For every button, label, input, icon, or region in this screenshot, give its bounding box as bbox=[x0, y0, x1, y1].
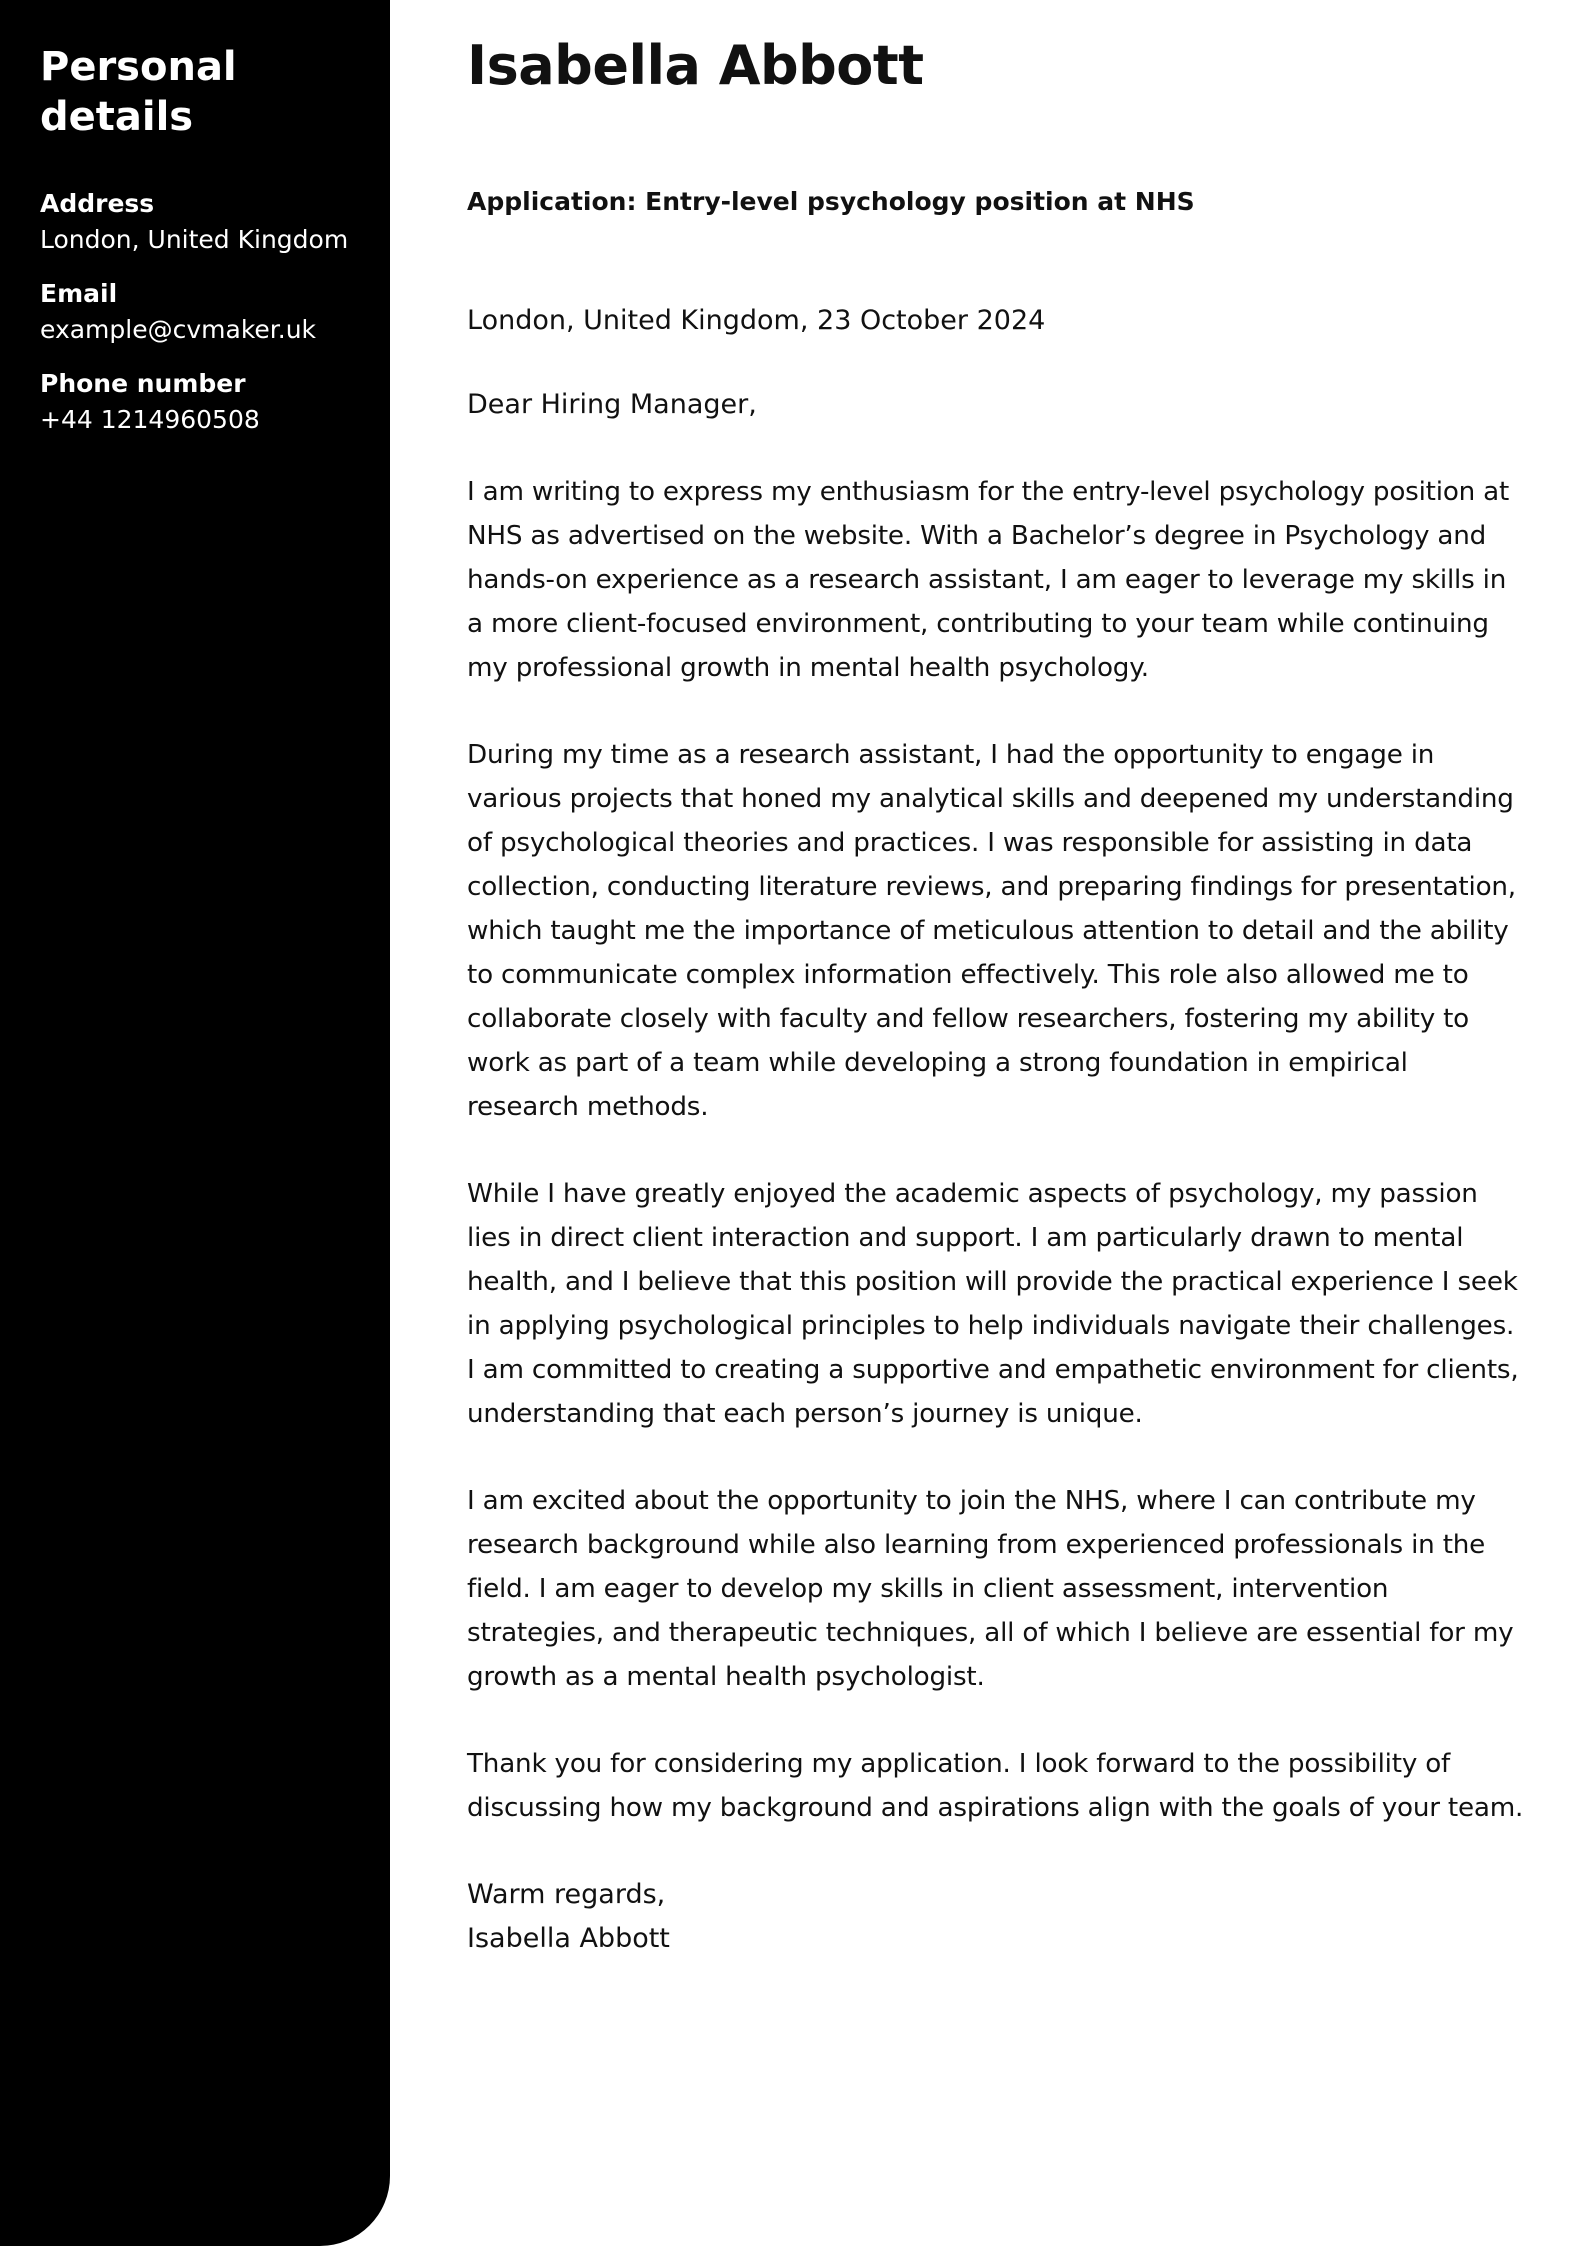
closing: Warm regards, bbox=[467, 1879, 666, 1910]
date-line: London, United Kingdom, 23 October 2024 bbox=[467, 305, 1046, 336]
address-label: Address bbox=[40, 189, 155, 218]
letter-paragraph: I am writing to express my enthusiasm for the entry-level psychology position at NHS as advertised on the website. With a Bachelor’s degree in Psychology and hands-on experience as a research assistant, I am eager to leverage my skills in a more client-focused environment, contributing to your team while continuing my professional growth in mental health psychology. bbox=[467, 477, 1510, 683]
letter-paragraph: I am excited about the opportunity to join the NHS, where I can contribute my research background while also learning from experienced professionals in the field. I am eager to develop my skills in client assessment, intervention strategies, and therapeutic techniques, all of which I believe are essential for my growth as a mental health psychologist. bbox=[467, 1486, 1514, 1692]
letter-paragraph: During my time as a research assistant, I had the opportunity to engage in various projects that honed my analytical skills and deepened my understanding of psychological theories and practices. I was responsible for assisting in data collection, conducting literature reviews, and preparing findings for presentation, which taught me the importance of meticulous attention to detail and the ability to communicate complex information effectively. This role also allowed me to collaborate closely with faculty and fellow researchers, fostering my ability to work as part of a team while developing a strong foundation in empirical research methods. bbox=[467, 740, 1516, 1122]
cover-letter bbox=[467, 0, 1527, 1961]
email-detail bbox=[40, 276, 360, 348]
address-value: London, United Kingdom bbox=[40, 225, 349, 254]
phone-label: Phone number bbox=[40, 369, 246, 398]
email-value: example@cvmaker.uk bbox=[40, 315, 317, 344]
sidebar-title: Personal details bbox=[40, 44, 237, 140]
address-detail bbox=[40, 186, 360, 258]
salutation: Dear Hiring Manager, bbox=[467, 389, 757, 420]
personal-details-sidebar bbox=[0, 0, 390, 2246]
phone-detail bbox=[40, 366, 360, 438]
phone-value: +44 1214960508 bbox=[40, 405, 260, 434]
signature: Isabella Abbott bbox=[467, 1923, 670, 1954]
letter-paragraph: While I have greatly enjoyed the academic aspects of psychology, my passion lies in direct client interaction and support. I am particularly drawn to mental health, and I believe that this position will provide the practical experience I seek in applying psychological principles to help individuals navigate their challenges. I am committed to creating a supportive and empathetic environment for clients, understanding that each person’s journey is unique. bbox=[467, 1179, 1519, 1429]
email-label: Email bbox=[40, 279, 118, 308]
applicant-name: Isabella Abbott bbox=[467, 34, 924, 97]
letter-paragraph: Thank you for considering my application. I look forward to the possibility of discussing how my background and aspirations align with the goals of your team. bbox=[467, 1749, 1524, 1823]
application-subject: Application: Entry-level psychology position at NHS bbox=[467, 187, 1195, 216]
